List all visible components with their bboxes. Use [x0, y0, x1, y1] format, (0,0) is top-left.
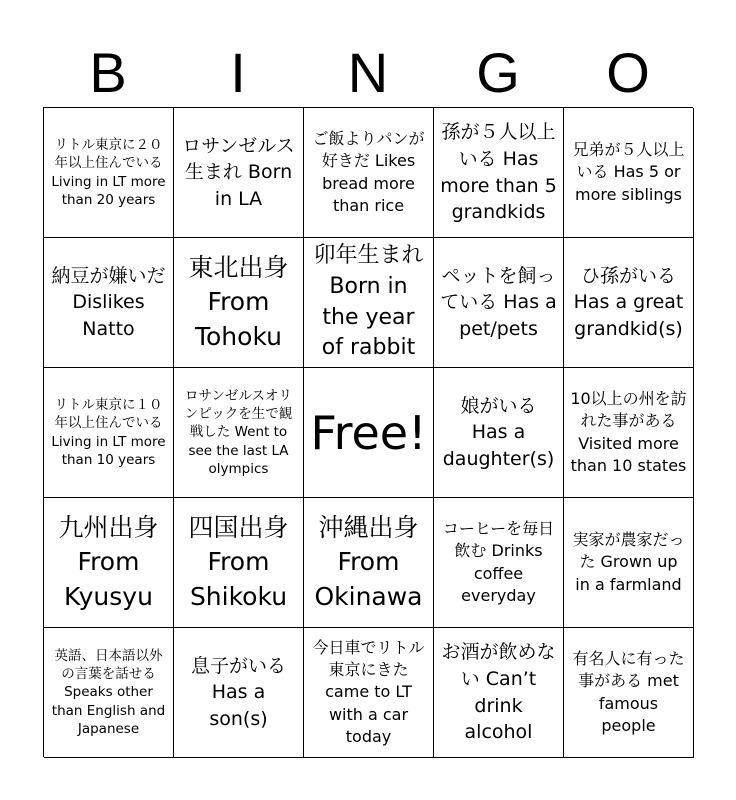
cell-text: 納豆が嫌いだ Dislikes Natto: [51, 264, 166, 340]
cell-text: ロサンゼルス生まれ Born in LA: [182, 134, 295, 210]
bingo-cell[interactable]: [564, 628, 694, 758]
cell-text: ロサンゼルスオリンピックを生で観戦した Went to see the last LA olympics: [184, 387, 293, 477]
cell-text: 娘がいる Has a daughter(s): [442, 394, 555, 470]
bingo-cell[interactable]: [304, 108, 434, 238]
bingo-header: [43, 40, 693, 106]
cell-text: 沖縄出身 From Okinawa: [314, 512, 423, 611]
bingo-cell[interactable]: [434, 108, 564, 238]
cell-text: 孫が５人以上いる Has more than 5 grandkids: [440, 121, 557, 224]
header-letter-o: O: [606, 41, 650, 104]
bingo-cell[interactable]: [434, 368, 564, 498]
bingo-cell[interactable]: [304, 628, 434, 758]
cell-text: コーヒーを毎日飲む Drinks coffee everyday: [442, 518, 555, 605]
cell-text: 卯年生まれ Born in the year of rabbit: [313, 242, 446, 361]
cell-text: 息子がいる Has a son(s): [190, 654, 286, 730]
bingo-cell[interactable]: [44, 498, 174, 628]
bingo-cell[interactable]: [564, 368, 694, 498]
bingo-cell[interactable]: [44, 628, 174, 758]
cell-text: 東北出身 From Tohoku: [188, 252, 289, 351]
bingo-board: [43, 107, 693, 757]
cell-text: 四国出身 From Shikoku: [188, 512, 289, 611]
cell-text: 有名人に有った事がある met famous people: [572, 648, 685, 735]
bingo-cell[interactable]: [174, 368, 304, 498]
header-letter-g: G: [476, 41, 520, 104]
header-letter-i: I: [230, 41, 246, 104]
bingo-cell[interactable]: [44, 238, 174, 368]
bingo-cell[interactable]: [564, 238, 694, 368]
bingo-cell[interactable]: [564, 108, 694, 238]
cell-text: 実家が農家だった Grown up in a farmland: [572, 529, 685, 594]
bingo-cell[interactable]: [564, 498, 694, 628]
cell-text: リトル東京に１０年以上住んでいる Living in LT more than 10 years: [51, 397, 166, 468]
bingo-cell[interactable]: [174, 238, 304, 368]
free-space-cell[interactable]: [304, 368, 434, 498]
header-letter-b: B: [89, 41, 127, 104]
cell-text: 英語、日本語以外の言葉を話せる Speaks other than English and Japanese: [51, 647, 166, 737]
cell-text: リトル東京に２０年以上住んでいる Living in LT more than 20 years: [51, 137, 166, 208]
cell-text: 10以上の州を訪れた事がある Visited more than 10 states: [570, 388, 693, 475]
bingo-cell[interactable]: [304, 238, 446, 368]
cell-text: 九州出身 From Kyusyu: [58, 512, 159, 611]
bingo-cell[interactable]: [44, 368, 174, 498]
bingo-cell[interactable]: [434, 498, 564, 628]
cell-text: ご飯よりパンが好きだ Likes bread more than rice: [312, 128, 425, 215]
bingo-cell[interactable]: [434, 628, 564, 758]
cell-text: お酒が飲めない Can’t drink alcohol: [441, 641, 556, 744]
bingo-cell[interactable]: [44, 108, 174, 238]
bingo-cell[interactable]: [174, 498, 304, 628]
bingo-cell[interactable]: [304, 498, 434, 628]
bingo-cell[interactable]: [434, 238, 564, 368]
header-letter-n: N: [347, 41, 389, 104]
bingo-cell[interactable]: [174, 628, 304, 758]
bingo-cell[interactable]: [174, 108, 304, 238]
cell-text: 今日車でリトル東京にきた came to LT with a car today: [312, 637, 425, 747]
cell-text: ペットを飼っている Has a pet/pets: [440, 264, 557, 340]
free-space-label: Free!: [310, 405, 427, 460]
cell-text: ひ孫がいる Has a great grandkid(s): [573, 264, 684, 340]
cell-text: 兄弟が５人以上いる Has 5 or more siblings: [572, 139, 685, 204]
